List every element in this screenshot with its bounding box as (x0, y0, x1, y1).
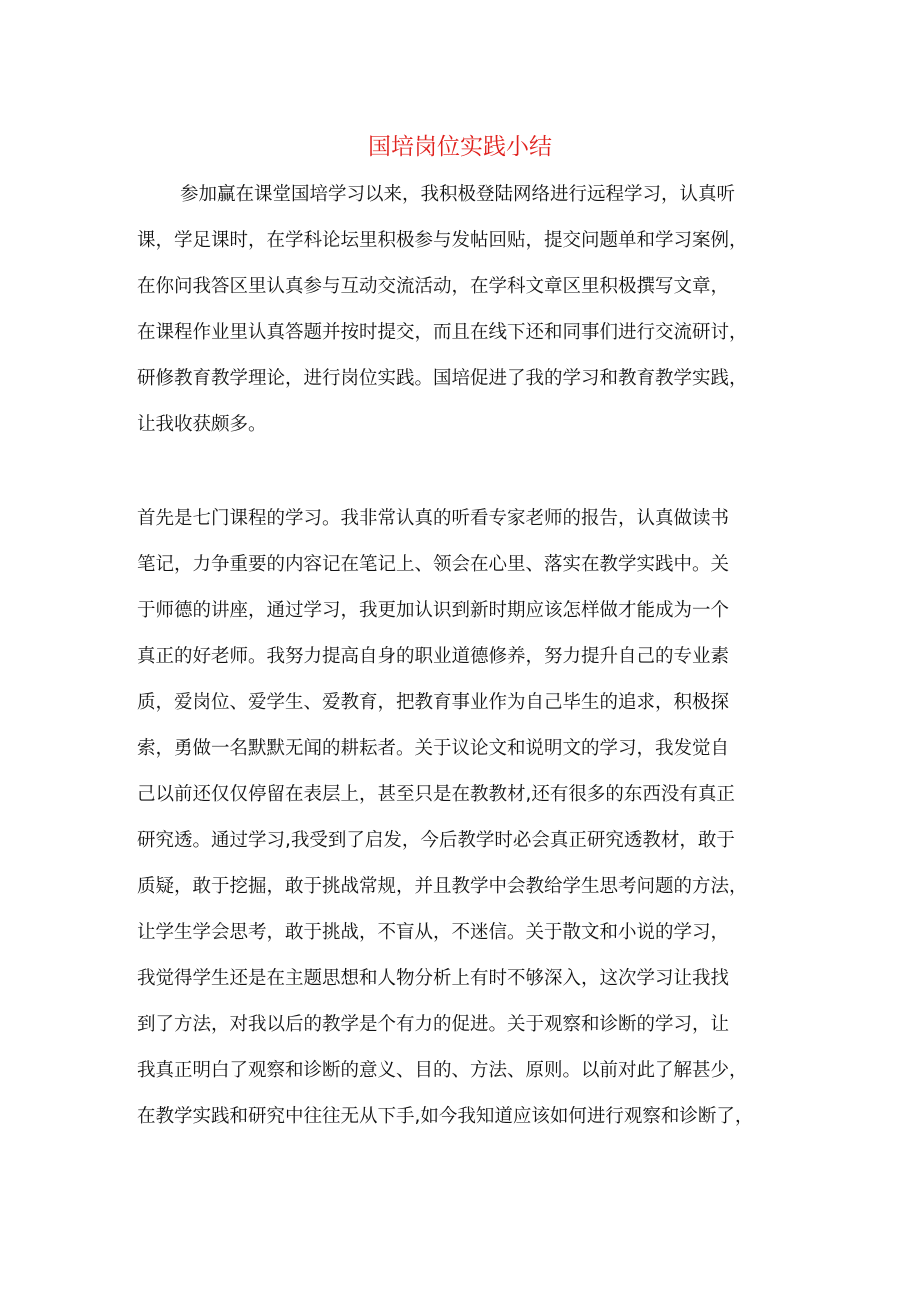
paragraph-2-line: 我真正明白了观察和诊断的意义、目的、方法、原则。以前对此了解甚少， (137, 1060, 748, 1081)
paragraph-2-line: 质疑，敢于挖掘，敢于挑战常规，并且教学中会教给学生思考问题的方法， (137, 876, 748, 897)
paragraph-2-line: 于师德的讲座，通过学习，我更加认识到新时期应该怎样做才能成为一个 (137, 600, 730, 621)
paragraph-1-line: 在课程作业里认真答题并按时提交，而且在线下还和同事们进行交流研讨， (137, 322, 748, 343)
paragraph-1-line: 课，学足课时，在学科论坛里积极参与发帖回贴，提交问题单和学习案例， (137, 230, 748, 251)
document-title: 国培岗位实践小结 (368, 134, 552, 160)
paragraph-2-line: 到了方法，对我以后的教学是个有力的促进。关于观察和诊断的学习，让 (137, 1014, 730, 1035)
paragraph-2-line: 首先是七门课程的学习。我非常认真的听看专家老师的报告，认真做读书 (137, 508, 730, 529)
paragraph-2-line: 我觉得学生还是在主题思想和人物分析上有时不够深入，这次学习让我找 (137, 968, 730, 989)
paragraph-2-line: 质，爱岗位、爱学生、爱教育，把教育事业作为自己毕生的追求，积极探 (137, 692, 730, 713)
paragraph-1-line: 让我收获颇多。 (137, 414, 267, 435)
paragraph-2-line: 让学生学会思考，敢于挑战，不盲从，不迷信。关于散文和小说的学习， (137, 922, 730, 943)
paragraph-1-line: 参加赢在课堂国培学习以来，我积极登陆网络进行远程学习，认真听 (180, 184, 736, 205)
paragraph-2-line: 真正的好老师。我努力提高自身的职业道德修养，努力提升自己的专业素 (137, 646, 730, 667)
paragraph-2-line: 笔记，力争重要的内容记在笔记上、领会在心里、落实在教学实践中。关 (137, 554, 730, 575)
paragraph-2-line: 研究透。通过学习,我受到了启发，今后教学时必会真正研究透教材，敢于 (137, 830, 735, 851)
paragraph-1-line: 研修教育教学理论，进行岗位实践。国培促进了我的学习和教育教学实践， (137, 368, 748, 389)
paragraph-1-line: 在你问我答区里认真参与互动交流活动，在学科文章区里积极撰写文章， (137, 276, 730, 297)
paragraph-2-line: 在教学实践和研究中往往无从下手,如今我知道应该如何进行观察和诊断了， (137, 1106, 754, 1127)
paragraph-2-line: 己以前还仅仅停留在表层上，甚至只是在教教材,还有很多的东西没有真正 (137, 784, 735, 805)
paragraph-2-line: 索，勇做一名默默无闻的耕耘者。关于议论文和说明文的学习，我发觉自 (137, 738, 730, 759)
